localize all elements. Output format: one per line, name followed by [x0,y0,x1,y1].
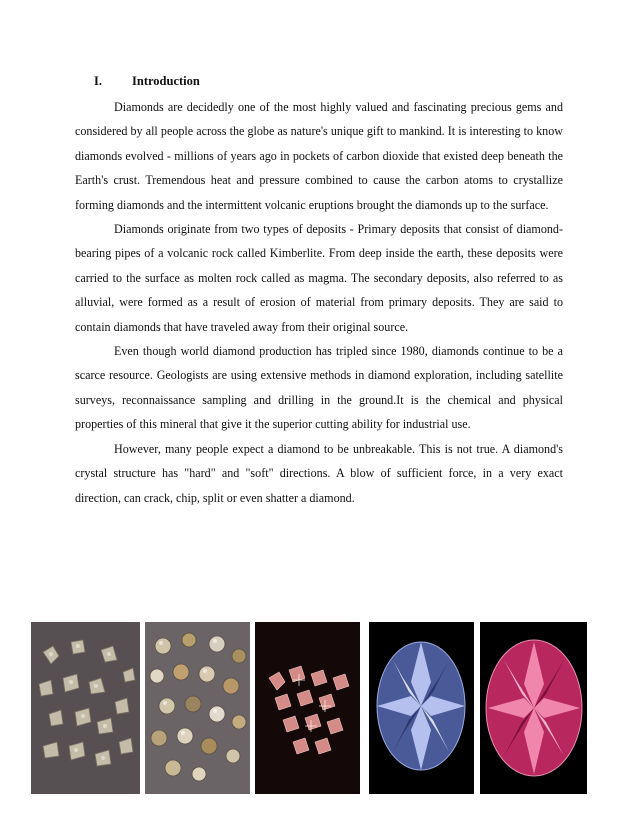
paragraph: Even though world diamond production has tripled since 1980, diamonds continue to be a scarce resource. Geologists are using extensive methods in diamond exploration, including satellite surveys, reconnaissance sampling and drilling in the ground.It is the chemical and physical properties of this mineral that give it the superior cutting ability for industrial use. [75,344,563,432]
section-title: Introduction [132,74,200,88]
pink-brilliant-diamond-photo [480,622,587,794]
blue-brilliant-diamond-photo [369,622,474,794]
body-text [75,95,563,510]
rough-diamonds-photo [31,622,140,794]
paragraph: Diamonds originate from two types of deposits - Primary deposits that consist of diamond-bearing pipes of a volcanic rock called Kimberlite. From deep inside the earth, these deposits were carried to the surface as molten rock called as magma. The secondary deposits, also referred to as alluvial, were formed as a result of erosion of material from primary deposits. They are said to contain diamonds that have traveled away from their original source. [75,222,563,334]
diamond-photo-gallery [31,622,587,794]
paragraph: However, many people expect a diamond to be unbreakable. This is not true. A diamond's crystal structure has "hard" and "soft" directions. A blow of sufficient force, in a very exact direction, can crack, chip, split or even shatter a diamond. [75,441,563,505]
pink-cut-diamonds-photo [255,622,360,794]
paragraph: Diamonds are decidedly one of the most highly valued and fascinating precious gems and considered by all people across the globe as nature's unique gift to mankind. It is interesting to know diamonds evolved - millions of years ago in pockets of carbon dioxide that existed deep beneath the Earth's crust. Tremendous heat and pressure combined to cause the carbon atoms to crystallize forming diamonds and the intermittent volcanic eruptions brought the diamonds up to the surface. [75,100,563,212]
section-heading [94,74,200,89]
colored-rough-diamonds-photo [145,622,250,794]
section-number: I. [94,74,102,88]
